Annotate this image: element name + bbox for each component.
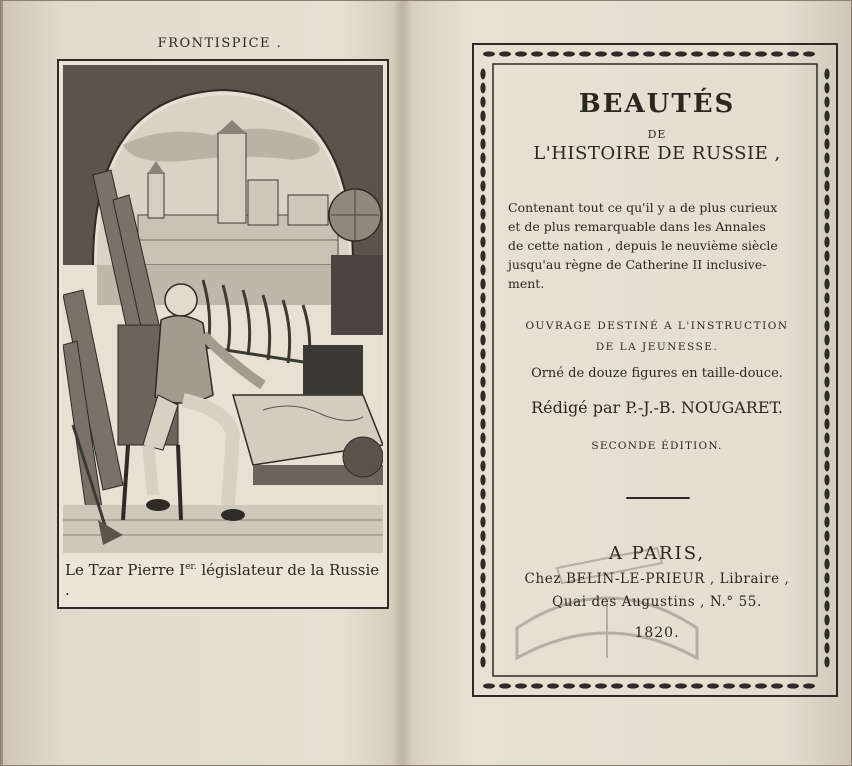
border-ornament	[480, 531, 485, 542]
border-ornament	[563, 683, 575, 688]
border-ornament	[691, 51, 703, 56]
border-ornament	[643, 683, 655, 688]
border-ornament	[547, 683, 559, 688]
border-ornament	[480, 237, 485, 248]
border-ornament	[480, 629, 485, 640]
border-ornament	[643, 51, 655, 56]
border-ornament	[824, 97, 829, 108]
border-ornament	[824, 307, 829, 318]
border-ornament	[480, 321, 485, 332]
border-ornament	[824, 83, 829, 94]
border-ornament	[659, 683, 671, 688]
description	[508, 198, 818, 293]
border-ornament	[803, 51, 815, 56]
border-ornament	[771, 51, 783, 56]
border-ornament	[515, 51, 527, 56]
border-ornament	[480, 573, 485, 584]
border-ornament	[707, 51, 719, 56]
border-ornament	[480, 293, 485, 304]
border-ornament	[480, 125, 485, 136]
border-ornament	[483, 683, 495, 688]
border-ornament	[480, 489, 485, 500]
border-ornament	[824, 531, 829, 542]
border-ornament	[824, 447, 829, 458]
border-ornament	[824, 573, 829, 584]
border-ornament	[739, 51, 751, 56]
imprint	[497, 540, 817, 646]
border-ornament	[824, 293, 829, 304]
border-ornament	[723, 683, 735, 688]
border-ornament	[480, 405, 485, 416]
border-ornament	[480, 111, 485, 122]
description-line: ment.	[508, 276, 545, 291]
book-subtitle: L'HISTOIRE DE RUSSIE ,	[533, 143, 781, 164]
border-ornament	[824, 167, 829, 178]
imprint-publisher: Chez BELIN-LE-PRIEUR , Libraire ,	[524, 571, 790, 587]
ouvrage-note	[497, 316, 817, 358]
author-line: Rédigé par P.-J.-B. NOUGARET.	[531, 398, 783, 417]
border-ornament	[480, 559, 485, 570]
ouvrage-line-1: OUVRAGE DESTINÉ A L'INSTRUCTION	[525, 320, 789, 332]
border-ornament	[824, 279, 829, 290]
border-ornament	[480, 503, 485, 514]
border-ornament	[480, 97, 485, 108]
border-ornament	[480, 69, 485, 80]
description-line: et de plus remarquable dans les Annales	[508, 219, 766, 234]
border-ornament	[824, 349, 829, 360]
border-ornament	[824, 405, 829, 416]
border-ornament	[824, 461, 829, 472]
border-ornament	[515, 683, 527, 688]
border-ornament	[499, 683, 511, 688]
border-ornament	[579, 683, 591, 688]
border-ornament	[531, 51, 543, 56]
border-ornament	[480, 657, 485, 668]
border-ornament	[611, 683, 623, 688]
border-ornament	[824, 223, 829, 234]
border-ornament	[480, 601, 485, 612]
ouvrage-line-2: DE LA JEUNESSE.	[595, 341, 719, 353]
border-ornament	[480, 391, 485, 402]
border-ornament	[480, 279, 485, 290]
border-ornament	[723, 51, 735, 56]
border-ornament	[480, 223, 485, 234]
border-ornament	[824, 335, 829, 346]
description-line: jusqu'au règne de Catherine II inclusive-	[508, 257, 767, 272]
border-ornament	[480, 517, 485, 528]
border-ornament	[707, 683, 719, 688]
border-ornament	[611, 51, 623, 56]
border-ornament	[480, 377, 485, 388]
border-ornament	[483, 51, 495, 56]
border-ornament	[824, 657, 829, 668]
border-ornament	[659, 51, 671, 56]
book-title: BEAUTÉS	[578, 89, 736, 119]
border-ornament	[480, 363, 485, 374]
border-ornament	[595, 51, 607, 56]
border-ornament	[824, 503, 829, 514]
border-ornament	[563, 51, 575, 56]
title-block	[497, 86, 817, 166]
border-ornament	[480, 419, 485, 430]
border-ornament	[824, 209, 829, 220]
border-ornament	[803, 683, 815, 688]
border-ornament	[480, 433, 485, 444]
border-ornament	[480, 139, 485, 150]
caption-rest: législateur de la Russie .	[65, 561, 380, 599]
border-ornament	[824, 475, 829, 486]
border-ornament	[480, 461, 485, 472]
border-ornament	[547, 51, 559, 56]
border-ornament	[480, 167, 485, 178]
border-ornament	[824, 195, 829, 206]
border-ornament	[824, 139, 829, 150]
edition-line: SECONDE ÉDITION.	[591, 440, 723, 452]
border-ornament	[771, 683, 783, 688]
engraving-plate	[57, 59, 389, 609]
border-ornament	[480, 83, 485, 94]
border-ornament	[480, 265, 485, 276]
border-ornament	[824, 489, 829, 500]
border-ornament	[480, 475, 485, 486]
border-ornament	[675, 683, 687, 688]
border-ornament	[787, 51, 799, 56]
border-ornament	[627, 683, 639, 688]
border-ornament	[824, 587, 829, 598]
border-ornament	[480, 643, 485, 654]
border-ornament	[579, 51, 591, 56]
border-ornament	[824, 251, 829, 262]
border-ornament	[480, 251, 485, 262]
border-ornament	[675, 51, 687, 56]
border-ornament	[480, 195, 485, 206]
border-ornament	[824, 321, 829, 332]
frontispiece-label: FRONTISPICE .	[157, 36, 283, 51]
border-ornament	[824, 363, 829, 374]
border-ornament	[824, 391, 829, 402]
border-ornament	[824, 545, 829, 556]
description-line: de cette nation , depuis le neuvième siècle	[508, 238, 778, 253]
imprint-address: Quai des Augustins , N.° 55.	[552, 594, 762, 610]
engraving-illustration	[63, 65, 383, 553]
border-ornament	[480, 153, 485, 164]
imprint-year: 1820.	[634, 625, 680, 641]
border-ornament	[531, 683, 543, 688]
border-ornament	[824, 629, 829, 640]
border-ornament	[755, 51, 767, 56]
border-ornament	[595, 683, 607, 688]
border-ornament	[787, 683, 799, 688]
border-ornament	[824, 265, 829, 276]
border-ornament	[824, 111, 829, 122]
border-ornament	[824, 517, 829, 528]
border-ornament	[824, 601, 829, 612]
border-ornament	[824, 69, 829, 80]
plate-caption	[65, 557, 385, 600]
border-ornament	[480, 349, 485, 360]
border-ornament	[824, 615, 829, 626]
border-ornament	[480, 615, 485, 626]
divider-rule	[626, 497, 690, 499]
imprint-city: A PARIS,	[608, 543, 706, 564]
border-ornament	[824, 125, 829, 136]
border-ornament	[480, 587, 485, 598]
border-ornament	[824, 153, 829, 164]
border-ornament	[480, 181, 485, 192]
border-ornament	[755, 683, 767, 688]
border-ornament	[627, 51, 639, 56]
border-ornament	[824, 643, 829, 654]
title-de: DE	[647, 128, 667, 141]
border-ornament	[499, 51, 511, 56]
border-ornament	[824, 237, 829, 248]
caption-sup: er.	[185, 562, 197, 572]
border-ornament	[480, 447, 485, 458]
border-ornament	[824, 433, 829, 444]
border-ornament	[480, 209, 485, 220]
border-ornament	[824, 559, 829, 570]
border-ornament	[480, 307, 485, 318]
border-ornament	[480, 545, 485, 556]
caption-main: Le Tzar Pierre I	[65, 561, 186, 579]
border-ornament	[824, 181, 829, 192]
border-ornament	[824, 419, 829, 430]
border-ornament	[691, 683, 703, 688]
illustrations-note: Orné de douze figures en taille-douce.	[531, 366, 783, 381]
description-line: Contenant tout ce qu'il y a de plus curieux	[508, 200, 778, 215]
border-ornament	[480, 335, 485, 346]
border-ornament	[739, 683, 751, 688]
border-ornament	[824, 377, 829, 388]
